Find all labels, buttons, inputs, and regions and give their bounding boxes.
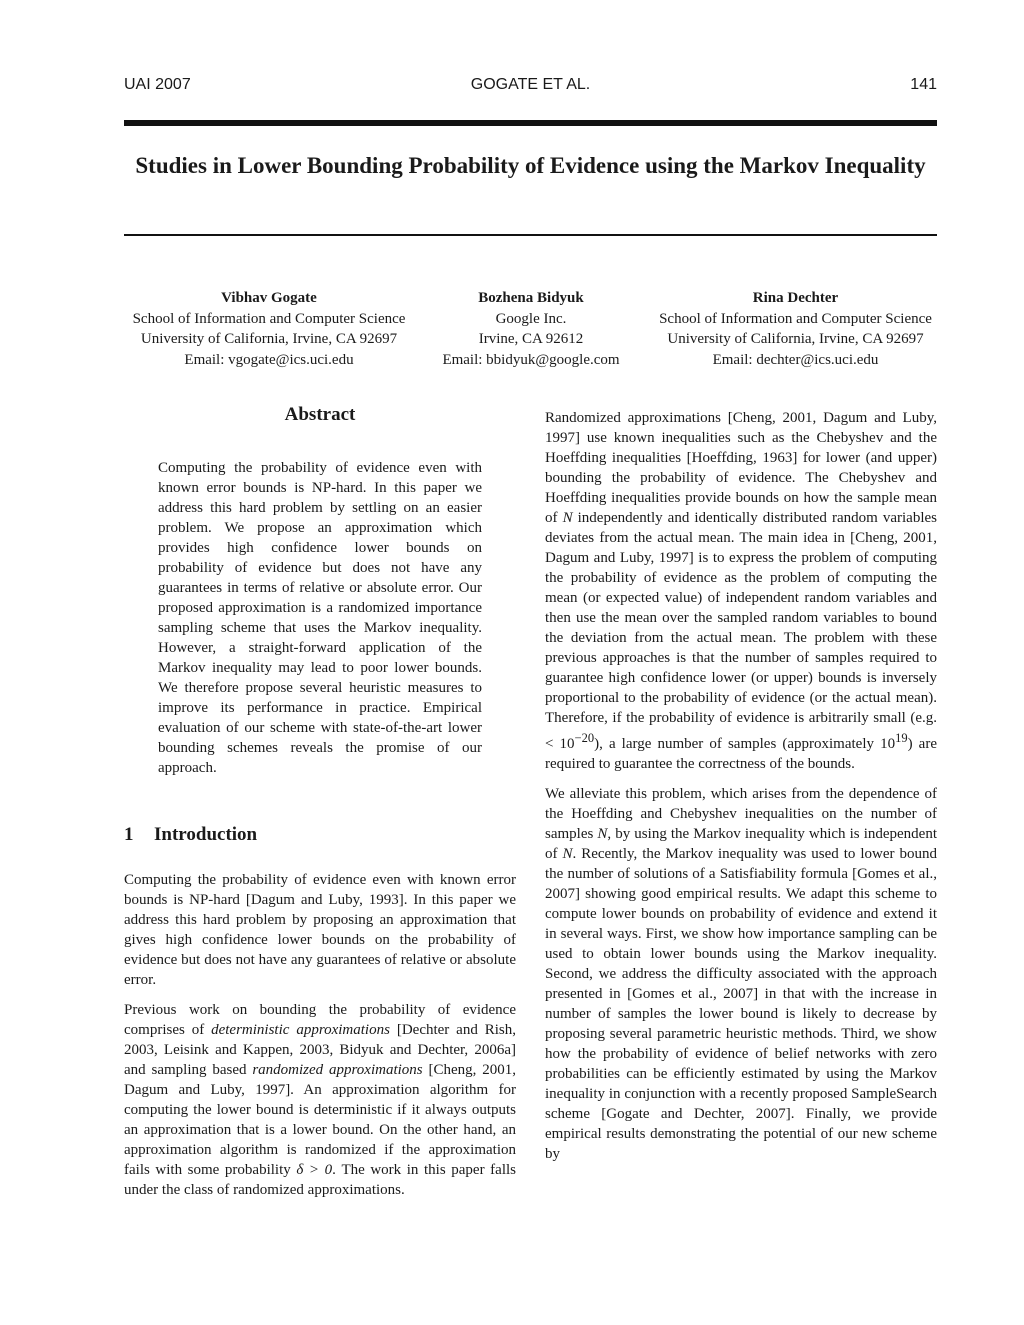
top-rule (124, 120, 937, 126)
venue-label: UAI 2007 (124, 76, 191, 93)
math-exponent: −20 (574, 731, 595, 745)
section-number: 1 (124, 824, 134, 845)
intro-paragraph-1: Computing the probability of evidence even with known error bounds is NP-hard [Dagum and Luby, 1993]. In this paper we address this hard problem by proposing an approximation that gives high confidence lower bounds on the probability of evidence but does not have any guarantees of relative or absolute error. (124, 872, 516, 988)
right-paragraph-2: We alleviate this problem, which arises from the dependence of the Hoeffding and Chebyshev inequalities on the number of samples N, by using the Markov inequality which is independent of N. Recently, the Markov inequality was used to lower bound the number of solutions of a Satisfiability formula [Gomes et al., 2007] showing good empirical results. We adapt this scheme to compute lower bounds on probability of evidence and extend it in several ways. First, we show how importance sampling can be used to obtain lower bounds using the Markov inequality. Second, we address the difficulty associated with the approach presented in [Gomes et al., 2007] in that with the increase in number of samples the lower bound is likely to decrease by proposing several parametric heuristic methods. Third, we show how the probability of evidence of belief networks with zero probabilities can be efficiently estimated by using the Markov inequality in conjunction with a recently proposed SampleSearch scheme [Gogate and Dechter, 2007]. Finally, we provide empirical results demonstrating the potential of our new scheme by (545, 786, 938, 1162)
author-email: Email: vgogate@ics.uci.edu (184, 351, 354, 368)
right-column-body (545, 408, 937, 1164)
author-1 (104, 288, 434, 370)
introduction-body (124, 870, 516, 1200)
math-ten: 10 (880, 736, 896, 752)
math-N: N (562, 510, 573, 526)
author-affiliation: Google Inc. (495, 310, 567, 327)
author-email: Email: dechter@ics.uci.edu (712, 351, 879, 368)
section-heading-introduction (124, 824, 257, 846)
math-N: N (562, 846, 573, 862)
author-name: Rina Dechter (752, 290, 839, 306)
author-affiliation: School of Information and Computer Science (132, 310, 406, 327)
abstract-body (158, 458, 482, 778)
page-number: 141 (910, 76, 937, 93)
emphasis-term: deterministic approximations (211, 1022, 390, 1038)
math-delta: δ > 0 (296, 1162, 333, 1178)
author-block (104, 288, 957, 378)
author-email: Email: bbidyuk@google.com (442, 351, 620, 368)
author-2 (426, 288, 636, 370)
abstract-paragraph: Computing the probability of evidence even with known error bounds is NP-hard. In this paper we address this hard problem by settling on an easier problem. We propose an approximation which provides high confidence lower bounds on probability of evidence but does not have any guarantees in terms of relative or absolute error. Our proposed approximation is a randomized importance sampling scheme that uses the Markov inequality. However, a straight-forward application of the Markov inequality may lead to poor lower bounds. We therefore propose several heuristic measures to improve its performance in practice. Empirical evaluation of our scheme with state-of-the-art lower bounding schemes reveals the promise of our approach. (158, 460, 482, 776)
abstract-heading: Abstract (284, 404, 356, 425)
section-title: Introduction (154, 824, 258, 845)
emphasis-term: randomized approximations (252, 1062, 423, 1078)
math-N: N (597, 826, 608, 842)
author-affiliation: Irvine, CA 92612 (478, 331, 584, 347)
paper-title: Studies in Lower Bounding Probability of Evidence using the Markov Inequality (135, 153, 926, 178)
intro-paragraph-2: Previous work on bounding the probability of evidence comprises of deterministic approximations [Dechter and Rish, 2003, Leisink and Kappen, 2003, Bidyuk and Dechter, 2006a] and sampling based randomized approximations [Cheng, 2001, Dagum and Luby, 1997]. An approximation algorithm for computing the lower bound is deterministic if it always outputs an approximation that is a lower bound. On the other hand, an approximation algorithm is randomized if the approximation fails with some probability δ > 0. The work in this paper falls under the class of randomized approximations. (124, 1002, 516, 1198)
author-affiliation: University of California, Irvine, CA 92697 (140, 331, 398, 347)
author-name: Bozhena Bidyuk (478, 290, 584, 306)
title-rule (124, 234, 937, 236)
author-3 (634, 288, 957, 370)
author-affiliation: School of Information and Computer Science (659, 310, 932, 327)
right-paragraph-1: Randomized approximations [Cheng, 2001, Dagum and Luby, 1997] use known inequalities such as the Chebyshev and the Hoeffding inequalities [Hoeffding, 1963] for lower (and upper) bounding the probability of evidence. The Chebyshev and Hoeffding inequalities provide bounds on how the sample mean of N independently and identically distributed random variables deviates from the actual mean. The main idea in [Cheng, 2001, Dagum and Luby, 1997] is to express the problem of computing the probability of evidence as the problem of computing the mean (or expected value) of independent random variables and then use the mean over the sampled random variables to bound the deviation from the actual mean. The problem with these previous approaches is that the number of samples required to guarantee high confidence lower (or upper) bounds is inversely proportional to the probability of evidence (or the actual mean). Therefore, if the probability of evidence is arbitrarily small (e.g. < $10^{-20}$), a large number of samples (approximately $10^{19}$) are required to guarantee the correctness of the bounds. (545, 410, 937, 772)
authors-short: GOGATE ET AL. (470, 76, 591, 93)
math-bound: < 10 (545, 736, 575, 752)
running-head (124, 76, 937, 98)
math-exponent: 19 (895, 731, 908, 745)
author-affiliation: University of California, Irvine, CA 92697 (667, 331, 924, 347)
author-name: Vibhav Gogate (221, 290, 317, 306)
